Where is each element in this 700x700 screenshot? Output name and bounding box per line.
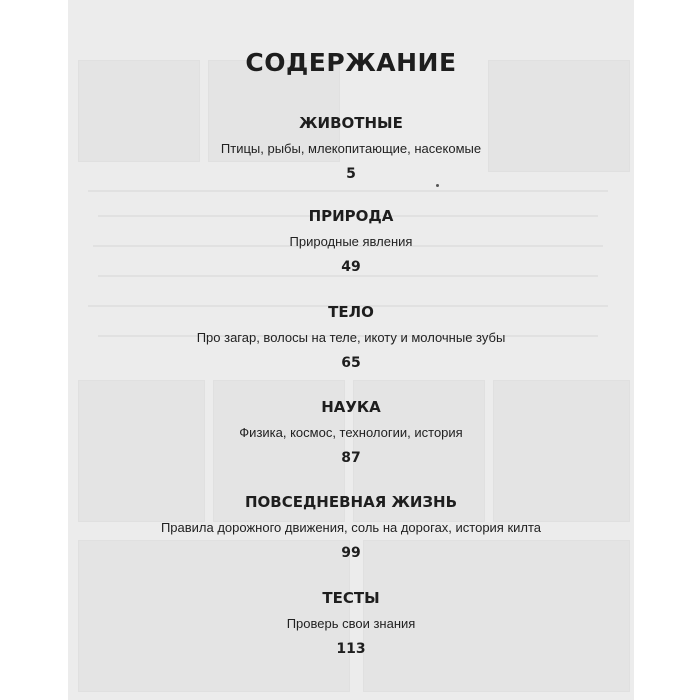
section-description: Физика, космос, технологии, история — [239, 425, 463, 440]
toc-section-animals — [68, 114, 634, 183]
toc-section-science — [68, 398, 634, 467]
section-heading: ЖИВОТНЫЕ — [299, 114, 403, 132]
section-page-number: 87 — [341, 450, 361, 466]
print-speck — [436, 184, 439, 187]
section-heading: ТЕЛО — [328, 303, 374, 321]
section-heading: ТЕСТЫ — [322, 589, 380, 607]
section-page-number: 65 — [341, 355, 361, 371]
section-heading: ПОВСЕДНЕВНАЯ ЖИЗНЬ — [244, 493, 458, 511]
toc-section-everyday-life — [68, 493, 634, 562]
section-heading: ПРИРОДА — [308, 207, 394, 225]
section-description: Проверь свои знания — [286, 616, 416, 631]
section-page-number: 5 — [346, 166, 356, 182]
page-title: СОДЕРЖАНИЕ — [245, 48, 457, 77]
section-page-number: 113 — [336, 641, 366, 657]
toc-section-tests — [68, 589, 634, 658]
section-page-number: 99 — [341, 545, 361, 561]
toc-section-nature — [68, 207, 634, 276]
section-description: Правила дорожного движения, соль на дорогах, история килта — [160, 520, 542, 535]
section-heading: НАУКА — [321, 398, 381, 416]
section-description: Природные явления — [289, 234, 413, 249]
bleed-through-line — [88, 190, 608, 192]
section-description: Про загар, волосы на теле, икоту и молочные зубы — [196, 330, 506, 345]
section-page-number: 49 — [341, 259, 361, 275]
book-page — [68, 0, 634, 700]
section-description: Птицы, рыбы, млекопитающие, насекомые — [220, 141, 482, 156]
toc-section-body — [68, 303, 634, 372]
